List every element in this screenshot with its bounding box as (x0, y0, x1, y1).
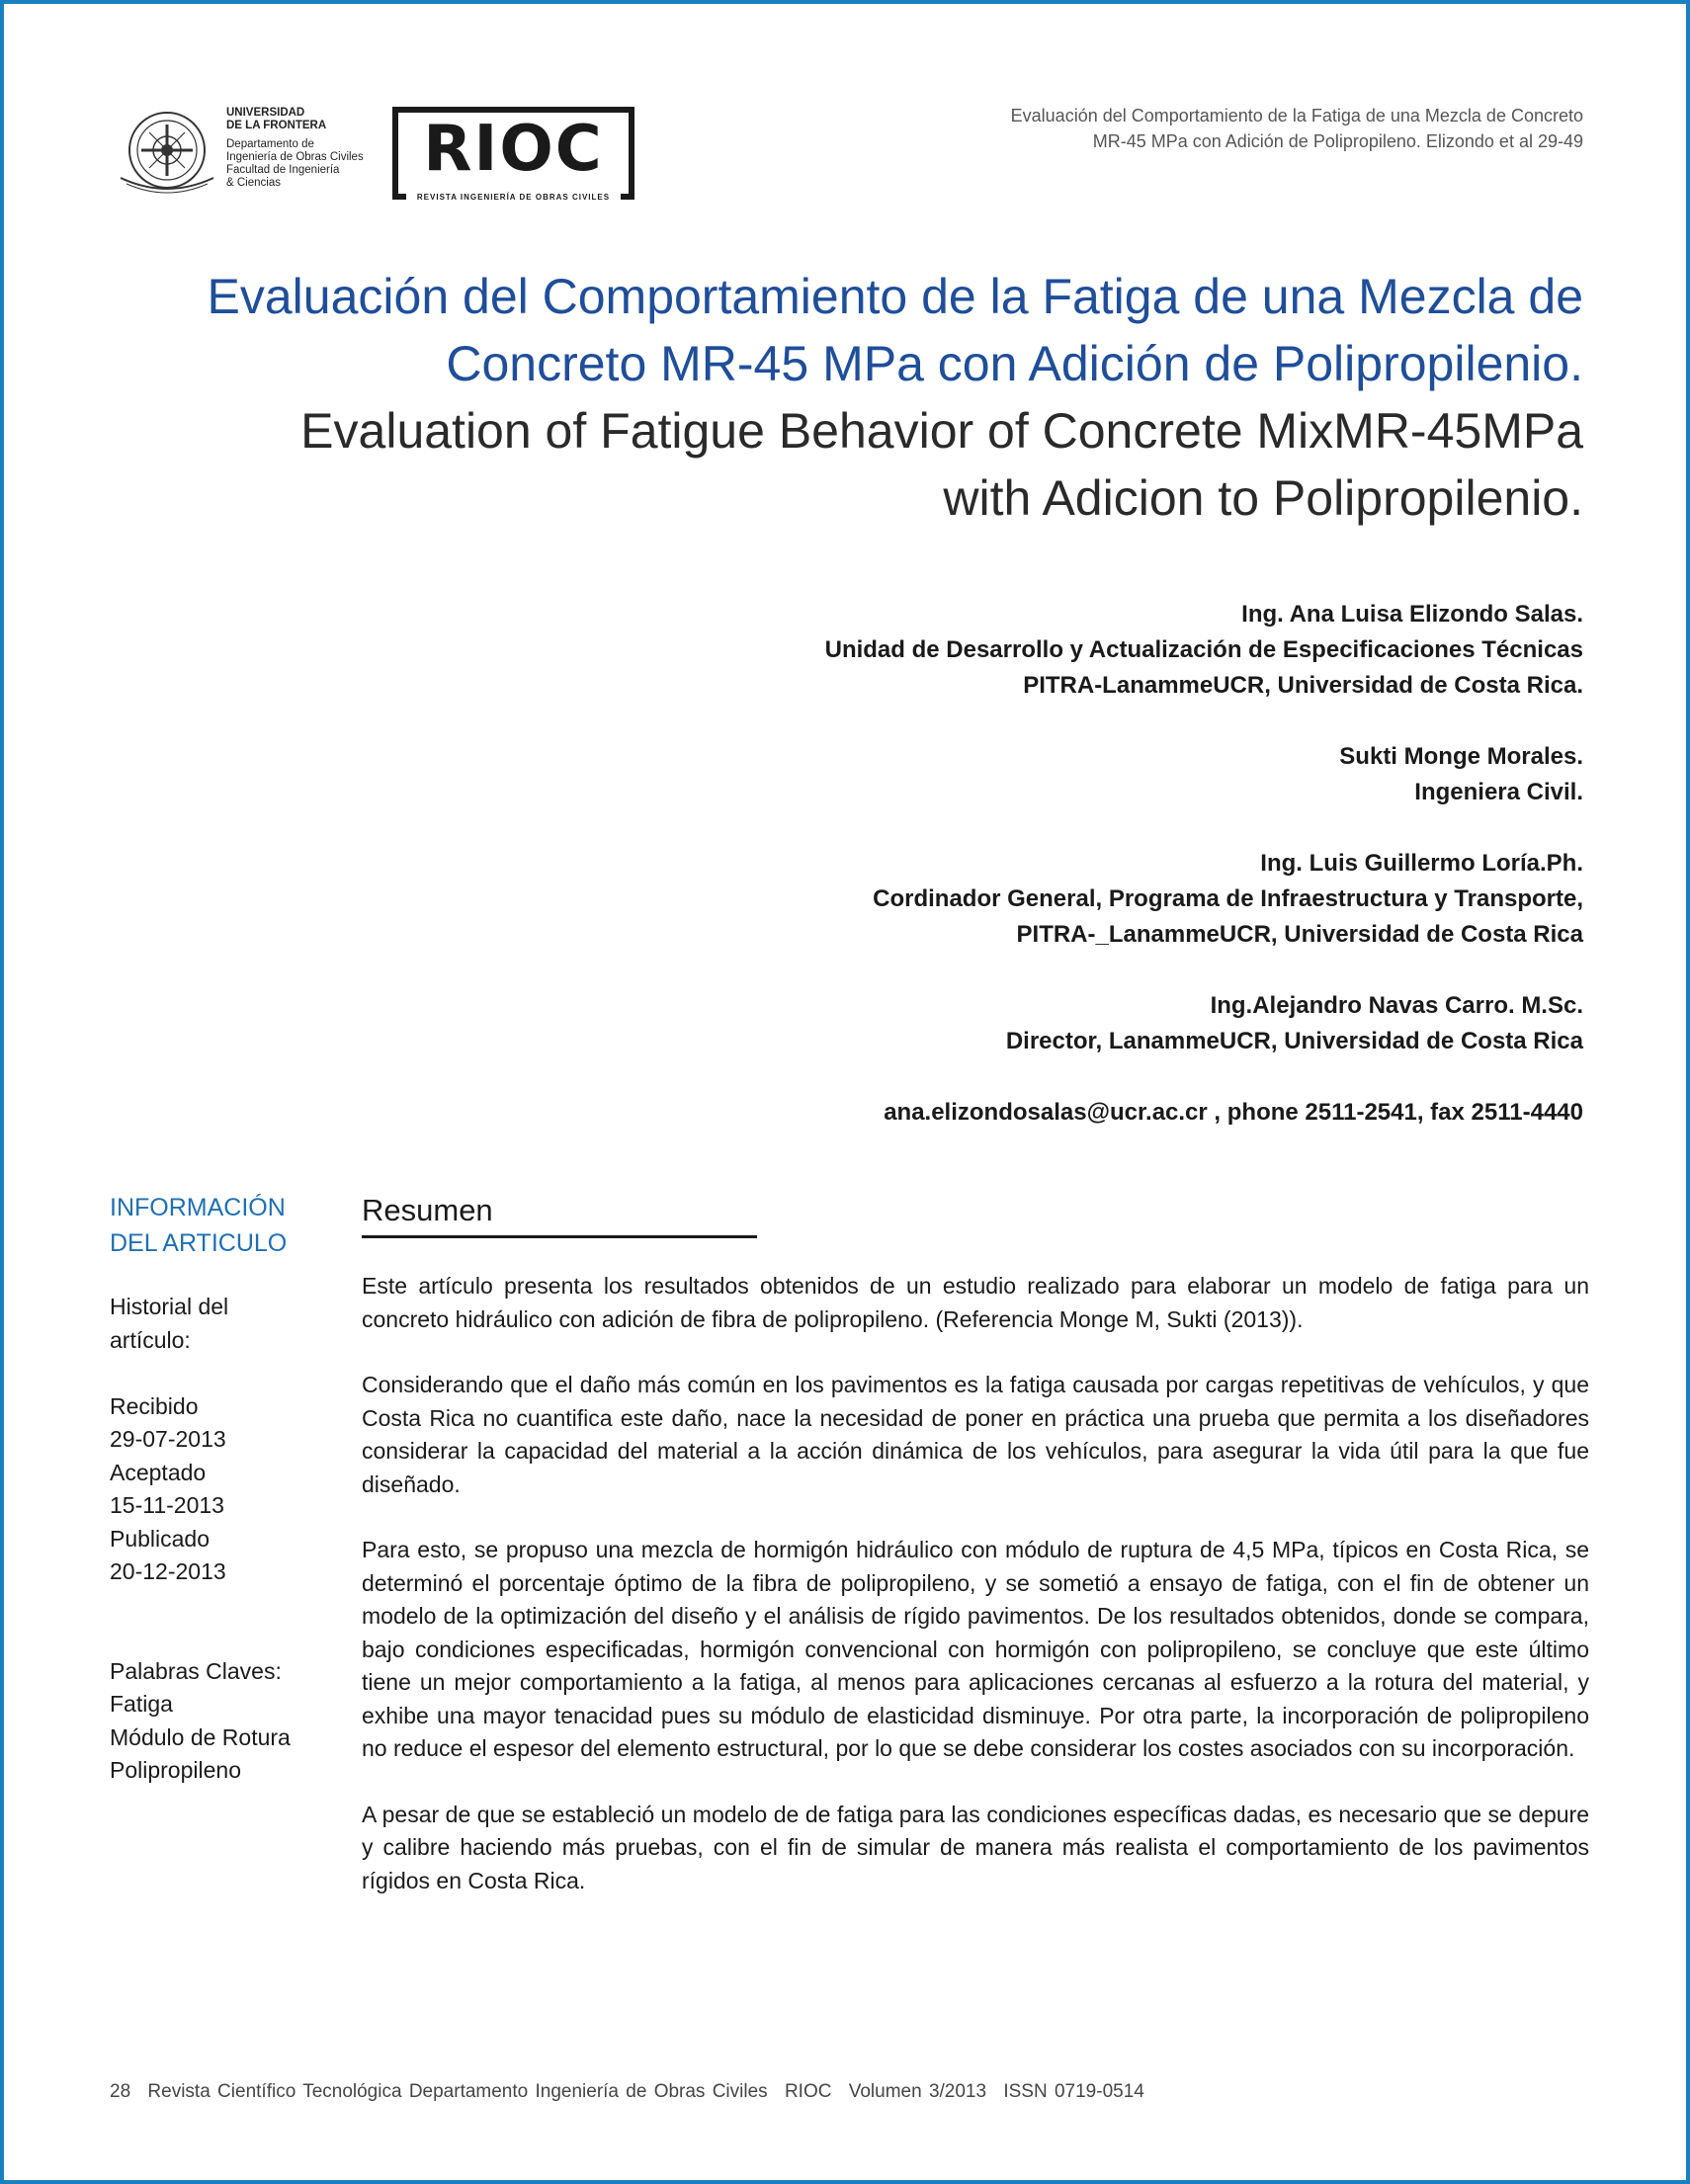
abstract-heading: Resumen (362, 1190, 757, 1238)
history-label: Historial del (110, 1294, 229, 1319)
abstract-paragraph: Este artículo presenta los resultados obtenidos de un estudio realizado para elaborar un modelo de fatiga para un concreto hidráulico con adición de fibra de polipropileno. (Referencia Monge M, Sukti (2013)). (362, 1273, 1589, 1332)
author-name: Ing. Ana Luisa Elizondo Salas. (1241, 601, 1583, 628)
contact-info: ana.elizondosalas@ucr.ac.cr , phone 2511-2541, fax 2511-4440 (884, 1099, 1583, 1126)
keyword: Polipropileno (110, 1757, 241, 1783)
footer-volume: Volumen 3/2013 (848, 2081, 987, 2102)
running-head-line: MR-45 MPa con Adición de Polipropileno. Elizondo et al 29-49 (1092, 131, 1583, 151)
abstract-paragraph: Para esto, se propuso una mezcla de hormigón hidráulico con módulo de ruptura de 4,5 MPa, típicos en Costa Rica, se determinó el porcentaje óptimo de la fibra de polipropileno, y se sometió a ensayo de fatiga, con el fin de obtener un modelo de la optimización del diseño y el análisis de rígido pavimentos. De los resultados obtenidos, donde se compara, bajo condiciones especificadas, hormigón convencional con hormigón con polipropileno, se concluye que este último tiene un mejor comportamiento a la fatiga, al menos para aplicaciones cercanas al esfuerzo a la rotura del material, y exhibe una mayor tenacidad pues su módulo de elasticidad disminuye. Por otra parte, la incorporación de polipropileno no reduce el espesor del elemento estructural, por lo que se debe considerar los costes asociados con su incorporación. (362, 1537, 1589, 1761)
footer-issn: ISSN 0719-0514 (1003, 2081, 1144, 2102)
running-head (1011, 103, 1583, 154)
published-date: 20-12-2013 (110, 1558, 226, 1584)
university-seal-icon (113, 109, 221, 202)
author-entry (496, 739, 1583, 810)
keyword: Módulo de Rotura (110, 1723, 291, 1750)
department-line: & Ciencias (226, 177, 281, 189)
author-affiliation: PITRA-LanammeUCR, Universidad de Costa Rica. (1023, 672, 1583, 699)
accepted-date: 15-11-2013 (110, 1492, 224, 1518)
title-spanish-line: Concreto MR-45 MPa con Adición de Polipropilenio. (446, 336, 1583, 391)
journal-logo (392, 107, 634, 200)
article-title (101, 263, 1583, 532)
article-info-heading (110, 1190, 337, 1261)
article-info-sidebar (110, 1190, 337, 1788)
title-english-line: with Adicion to Polipropilenio. (943, 470, 1583, 526)
page-number: 28 (110, 2081, 131, 2102)
published-label: Publicado (110, 1525, 211, 1552)
author-affiliation: Ingeniera Civil. (1414, 779, 1583, 805)
author-name: Sukti Monge Morales. (1339, 743, 1583, 770)
journal-logo-subtitle: REVISTA INGENIERÍA DE OBRAS CIVILES (416, 193, 611, 202)
page-footer (110, 2081, 1154, 2103)
university-name-line: DE LA FRONTERA (226, 120, 327, 131)
department-line: Ingeniería de Obras Civiles (226, 151, 364, 163)
author-entry (496, 988, 1583, 1059)
journal-logo-word: RIOC (423, 113, 604, 186)
abstract-paragraph: Considerando que el daño más común en los pavimentos es la fatiga causada por cargas repetitivas de vehículos, y que Costa Rica no cuantifica este daño, nace la necesidad de poner en práctica una prueba que permita a los diseñadores considerar la capacidad del material a la acción dinámica de los vehículos, para asegurar la vida útil para la que fue diseñado. (362, 1372, 1589, 1497)
journal-logo-frame (392, 194, 634, 200)
author-entry (496, 597, 1583, 704)
keywords-label: Palabras Claves: (110, 1657, 282, 1684)
author-affiliation: Director, LanammeUCR, Universidad de Costa Rica (1005, 1028, 1583, 1054)
author-affiliation: PITRA-_LanammeUCR, Universidad de Costa Rica (1016, 921, 1583, 948)
abstract-section (362, 1190, 1589, 1930)
accepted-label: Aceptado (110, 1459, 207, 1485)
footer-journal: Revista Científico Tecnológica Departamento Ingeniería de Obras Civiles (147, 2081, 768, 2102)
university-name (226, 107, 394, 190)
abstract-paragraph: A pesar de que se estableció un modelo de de fatiga para las condiciones específicas dadas, es necesario que se depure y calibre haciendo más pruebas, con el fin de simular de manera más realista el comportamiento de los pavimentos rígidos en Costa Rica. (362, 1801, 1589, 1893)
header (4, 4, 1686, 211)
history-label: artículo: (110, 1326, 191, 1353)
title-spanish-line: Evaluación del Comportamiento de la Fatiga de una Mezcla de (207, 269, 1583, 324)
received-label: Recibido (110, 1392, 199, 1419)
article-info-heading-line: INFORMACIÓN (110, 1194, 286, 1221)
department-line: Departamento de (226, 138, 314, 150)
received-date: 29-07-2013 (110, 1426, 226, 1452)
keyword: Fatiga (110, 1691, 173, 1717)
footer-abbrev: RIOC (784, 2081, 832, 2102)
author-name: Ing. Luis Guillermo Loría.Ph. (1260, 850, 1583, 877)
article-info-heading-line: DEL ARTICULO (110, 1229, 288, 1257)
author-entry (496, 846, 1583, 953)
running-head-line: Evaluación del Comportamiento de la Fatiga de una Mezcla de Concreto (1010, 106, 1583, 126)
author-affiliation: Unidad de Desarrollo y Actualización de Especificaciones Técnicas (824, 636, 1583, 663)
title-english-line: Evaluation of Fatigue Behavior of Concrete MixMR-45MPa (300, 403, 1583, 459)
university-name-line: UNIVERSIDAD (226, 107, 305, 119)
author-name: Ing.Alejandro Navas Carro. M.Sc. (1210, 992, 1583, 1019)
department-line: Facultad de Ingeniería (226, 164, 340, 176)
author-affiliation: Cordinador General, Programa de Infraestructura y Transporte, (873, 885, 1583, 912)
authors-block (496, 597, 1583, 1131)
